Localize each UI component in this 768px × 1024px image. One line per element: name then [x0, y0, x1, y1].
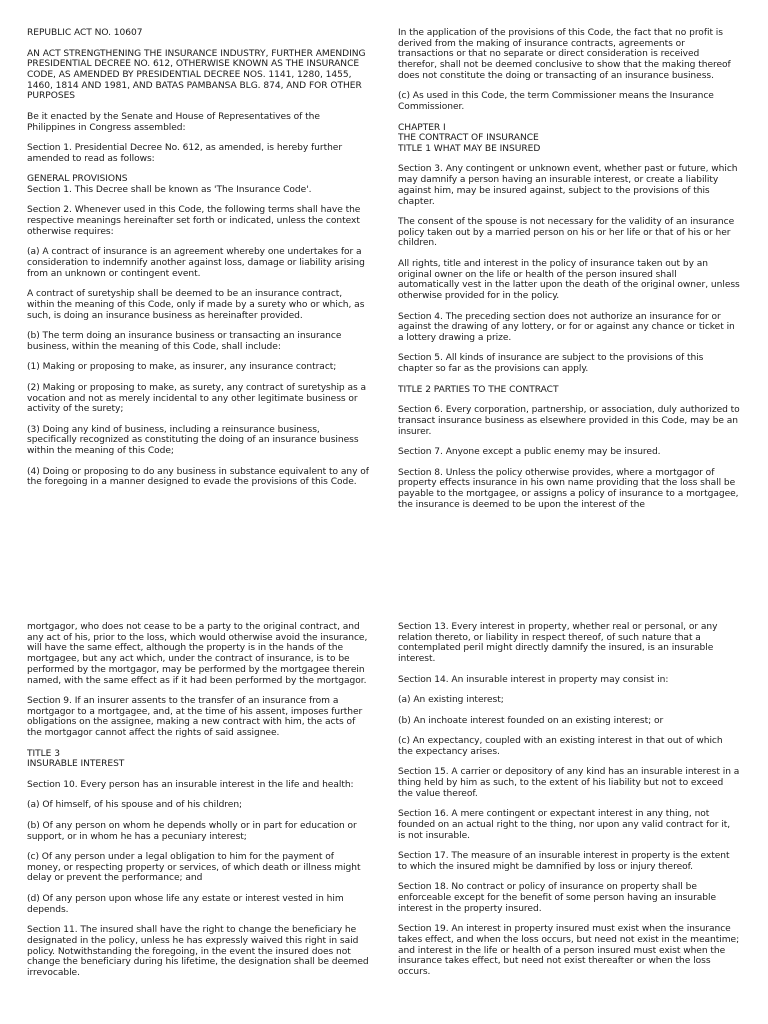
paragraph: A contract of suretyship shall be deemed to be an insurance contract, within the meaning of this Code, only if made by a surety who or which, as such, is doing an insurance business as hereinafter provided. — [27, 289, 365, 321]
enacting-clause: Be it enacted by the Senate and House of Representatives of the Philippines in Congress assembled: — [27, 111, 320, 133]
chapter-title: THE CONTRACT OF INSURANCE — [398, 133, 539, 144]
paragraph: All rights, title and interest in the policy of insurance taken out by an original owner on the life or health of the person insured shall automatically vest in the latter upon the death of the original owner, unless otherwise provided for in the policy. — [398, 258, 740, 302]
paragraph: Section 1. Presidential Decree No. 612, as amended, is hereby further amended to read as follows: — [27, 143, 343, 164]
paragraph: (b) Of any person on whom he depends wholly or in part for education or support, or in whom he has a pecuniary interest; — [27, 820, 357, 842]
paragraph: Section 2. Whenever used in this Code, the following terms shall have the respective meanings hereinafter set forth or indicated, unless the context otherwise requires: — [27, 205, 361, 237]
paragraph: Section 19. An interest in property insured must exist when the insurance takes effect, and when the loss occurs, but need not exist in the meantime; and interest in the life or health of a person insured must exist when the insurance takes effect, but need not exist thereafter or when the loss occurs. — [398, 924, 740, 978]
title-heading: TITLE 1 WHAT MAY BE INSURED — [398, 143, 541, 154]
paragraph: (a) A contract of insurance is an agreement whereby one undertakes for a consideration to indemnify another against loss, damage or liability arising from an unknown or contingent event. — [27, 247, 365, 279]
paragraph: Section 14. An insurable interest in property may consist in: — [398, 674, 669, 685]
paragraph: mortgagor, who does not cease to be a party to the original contract, and any act of his, prior to the loss, which would otherwise avoid the insurance, will have the same effect, although the property is in the hands of the mortgagee, but any act which, under the contract of insurance, is to be performed by the mortgagor, may be performed by the mortgagee therein named, with the same effect as if it had been performed by the mortgagor. — [27, 622, 368, 686]
paragraph: Section 17. The measure of an insurable interest in property is the extent to which the insured might be damnified by loss or injury thereof. — [398, 851, 730, 872]
paragraph: Section 11. The insured shall have the right to change the beneficiary he designated in the policy, unless he has expressly waived this right in said policy. Notwithstanding the foregoing, in the event the insured does not change the beneficiary during his lifetime, the designation shall be deemed irrevocable. — [27, 925, 369, 978]
page-bottom-right-column — [398, 622, 740, 1024]
paragraph: Section 7. Anyone except a public enemy may be insured. — [398, 447, 661, 458]
title-name: INSURABLE INTEREST — [27, 759, 125, 770]
paragraph: (3) Doing any kind of business, including a reinsurance business, specifically recognized as constituting the doing of an insurance business within the meaning of this Code; — [27, 424, 359, 457]
title-heading: TITLE 2 PARTIES TO THE CONTRACT — [398, 384, 559, 395]
act-number: REPUBLIC ACT NO. 10607 — [27, 28, 143, 38]
paragraph: In the application of the provisions of this Code, the fact that no profit is derived from the making of insurance contracts, agreements or transactions or that no separate or direct consideration is received therefor, shall not be deemed conclusive to show that the making thereof does not constitute the doing or transacting of an insurance business. — [398, 28, 731, 81]
paragraph: Section 18. No contract or policy of insurance on property shall be enforceable except for the benefit of some person having an insurable interest in the property insured. — [398, 882, 717, 914]
paragraph: The consent of the spouse is not necessary for the validity of an insurance policy taken out by a married person on his or her life or that of his or her children. — [398, 217, 735, 249]
paragraph: (4) Doing or proposing to do any business in substance equivalent to any of the foregoing in a manner designed to evade the provisions of this Code. — [27, 466, 369, 488]
paragraph: Section 8. Unless the policy otherwise provides, where a mortgagor of property effects insurance in his own name providing that the loss shall be payable to the mortgagee, or assigns a policy of insurance to a mortgagee, the insurance is deemed to be upon the interest of the — [398, 467, 739, 510]
paragraph: Section 13. Every interest in property, whether real or personal, or any relation thereto, or liability in respect thereof, of such nature that a contemplated peril might directly damnify the insured, is an insurable interest. — [398, 622, 718, 665]
chapter-heading: CHAPTER I — [398, 122, 446, 133]
paragraph: (b) The term doing an insurance business or transacting an insurance business, within the meaning of this Code, shall include: — [27, 331, 342, 352]
paragraph: (1) Making or proposing to make, as insurer, any insurance contract; — [27, 362, 337, 373]
section-heading: GENERAL PROVISIONS — [27, 174, 128, 185]
paragraph: (a) An existing interest; — [398, 695, 504, 706]
paragraph: (c) An expectancy, coupled with an existing interest in that out of which the expectancy arises. — [398, 736, 723, 757]
page-top-left-column — [27, 28, 369, 554]
paragraph: Section 9. If an insurer assents to the transfer of an insurance from a mortgagor to a mortgagee, and, at the time of his assent, imposes further obligations on the assignee, making a new contract with him, the acts of the mortgagor cannot affect the rights of said assignee. — [27, 696, 363, 739]
act-title: AN ACT STRENGTHENING THE INSURANCE INDUSTRY, FURTHER AMENDING PRESIDENTIAL DECREE NO. 612, OTHERWISE KNOWN AS THE INSURANCE CODE, AS AMENDED BY PRESIDENTIAL DECREE NOS. 1141, 1280, 1455, 1460, 1814 AND 1981, AND BATAS PAMBANSA BLG. 874, AND FOR OTHER PURPOSES — [27, 48, 366, 102]
paragraph: Section 1. This Decree shall be known as 'The Insurance Code'. — [27, 184, 312, 195]
paragraph: Section 15. A carrier or depository of any kind has an insurable interest in a thing held by him as such, to the extent of his liability but not to exceed the value thereof. — [398, 767, 740, 799]
page-top-right-column — [398, 28, 740, 556]
title-heading: TITLE 3 — [27, 748, 60, 759]
paragraph: (c) Of any person under a legal obligation to him for the payment of money, or respecting property or services, of which death or illness might delay or prevent the performance; and — [27, 852, 361, 884]
paragraph: (2) Making or proposing to make, as surety, any contract of suretyship as a vocation and not as merely incidental to any other legitimate business or activity of the surety; — [27, 382, 367, 415]
page-bottom-left-column — [27, 622, 369, 1024]
paragraph: Section 3. Any contingent or unknown event, whether past or future, which may damnify a person having an insurable interest, or create a liability against him, may be insured against, subject to the provisions of this chapter. — [398, 164, 738, 207]
paragraph: Section 6. Every corporation, partnership, or association, duly authorized to transact insurance business as elsewhere provided in this Code, may be an insurer. — [398, 405, 740, 437]
paragraph: (b) An inchoate interest founded on an existing interest; or — [398, 715, 664, 726]
paragraph: (d) Of any person upon whose life any estate or interest vested in him depends. — [27, 893, 344, 915]
paragraph: Section 10. Every person has an insurable interest in the life and health: — [27, 779, 354, 790]
paragraph: (a) Of himself, of his spouse and of his children; — [27, 800, 243, 811]
paragraph: (c) As used in this Code, the term Commissioner means the Insurance Commissioner. — [398, 91, 714, 113]
paragraph: Section 4. The preceding section does not authorize an insurance for or against the drawing of any lottery, or for or against any chance or ticket in a lottery drawing a prize. — [398, 311, 735, 343]
paragraph: Section 5. All kinds of insurance are subject to the provisions of this chapter so far as the provisions can apply. — [398, 353, 704, 375]
paragraph: Section 16. A mere contingent or expectant interest in any thing, not founded on an actual right to the thing, nor upon any valid contract for it, is not insurable. — [398, 809, 731, 841]
